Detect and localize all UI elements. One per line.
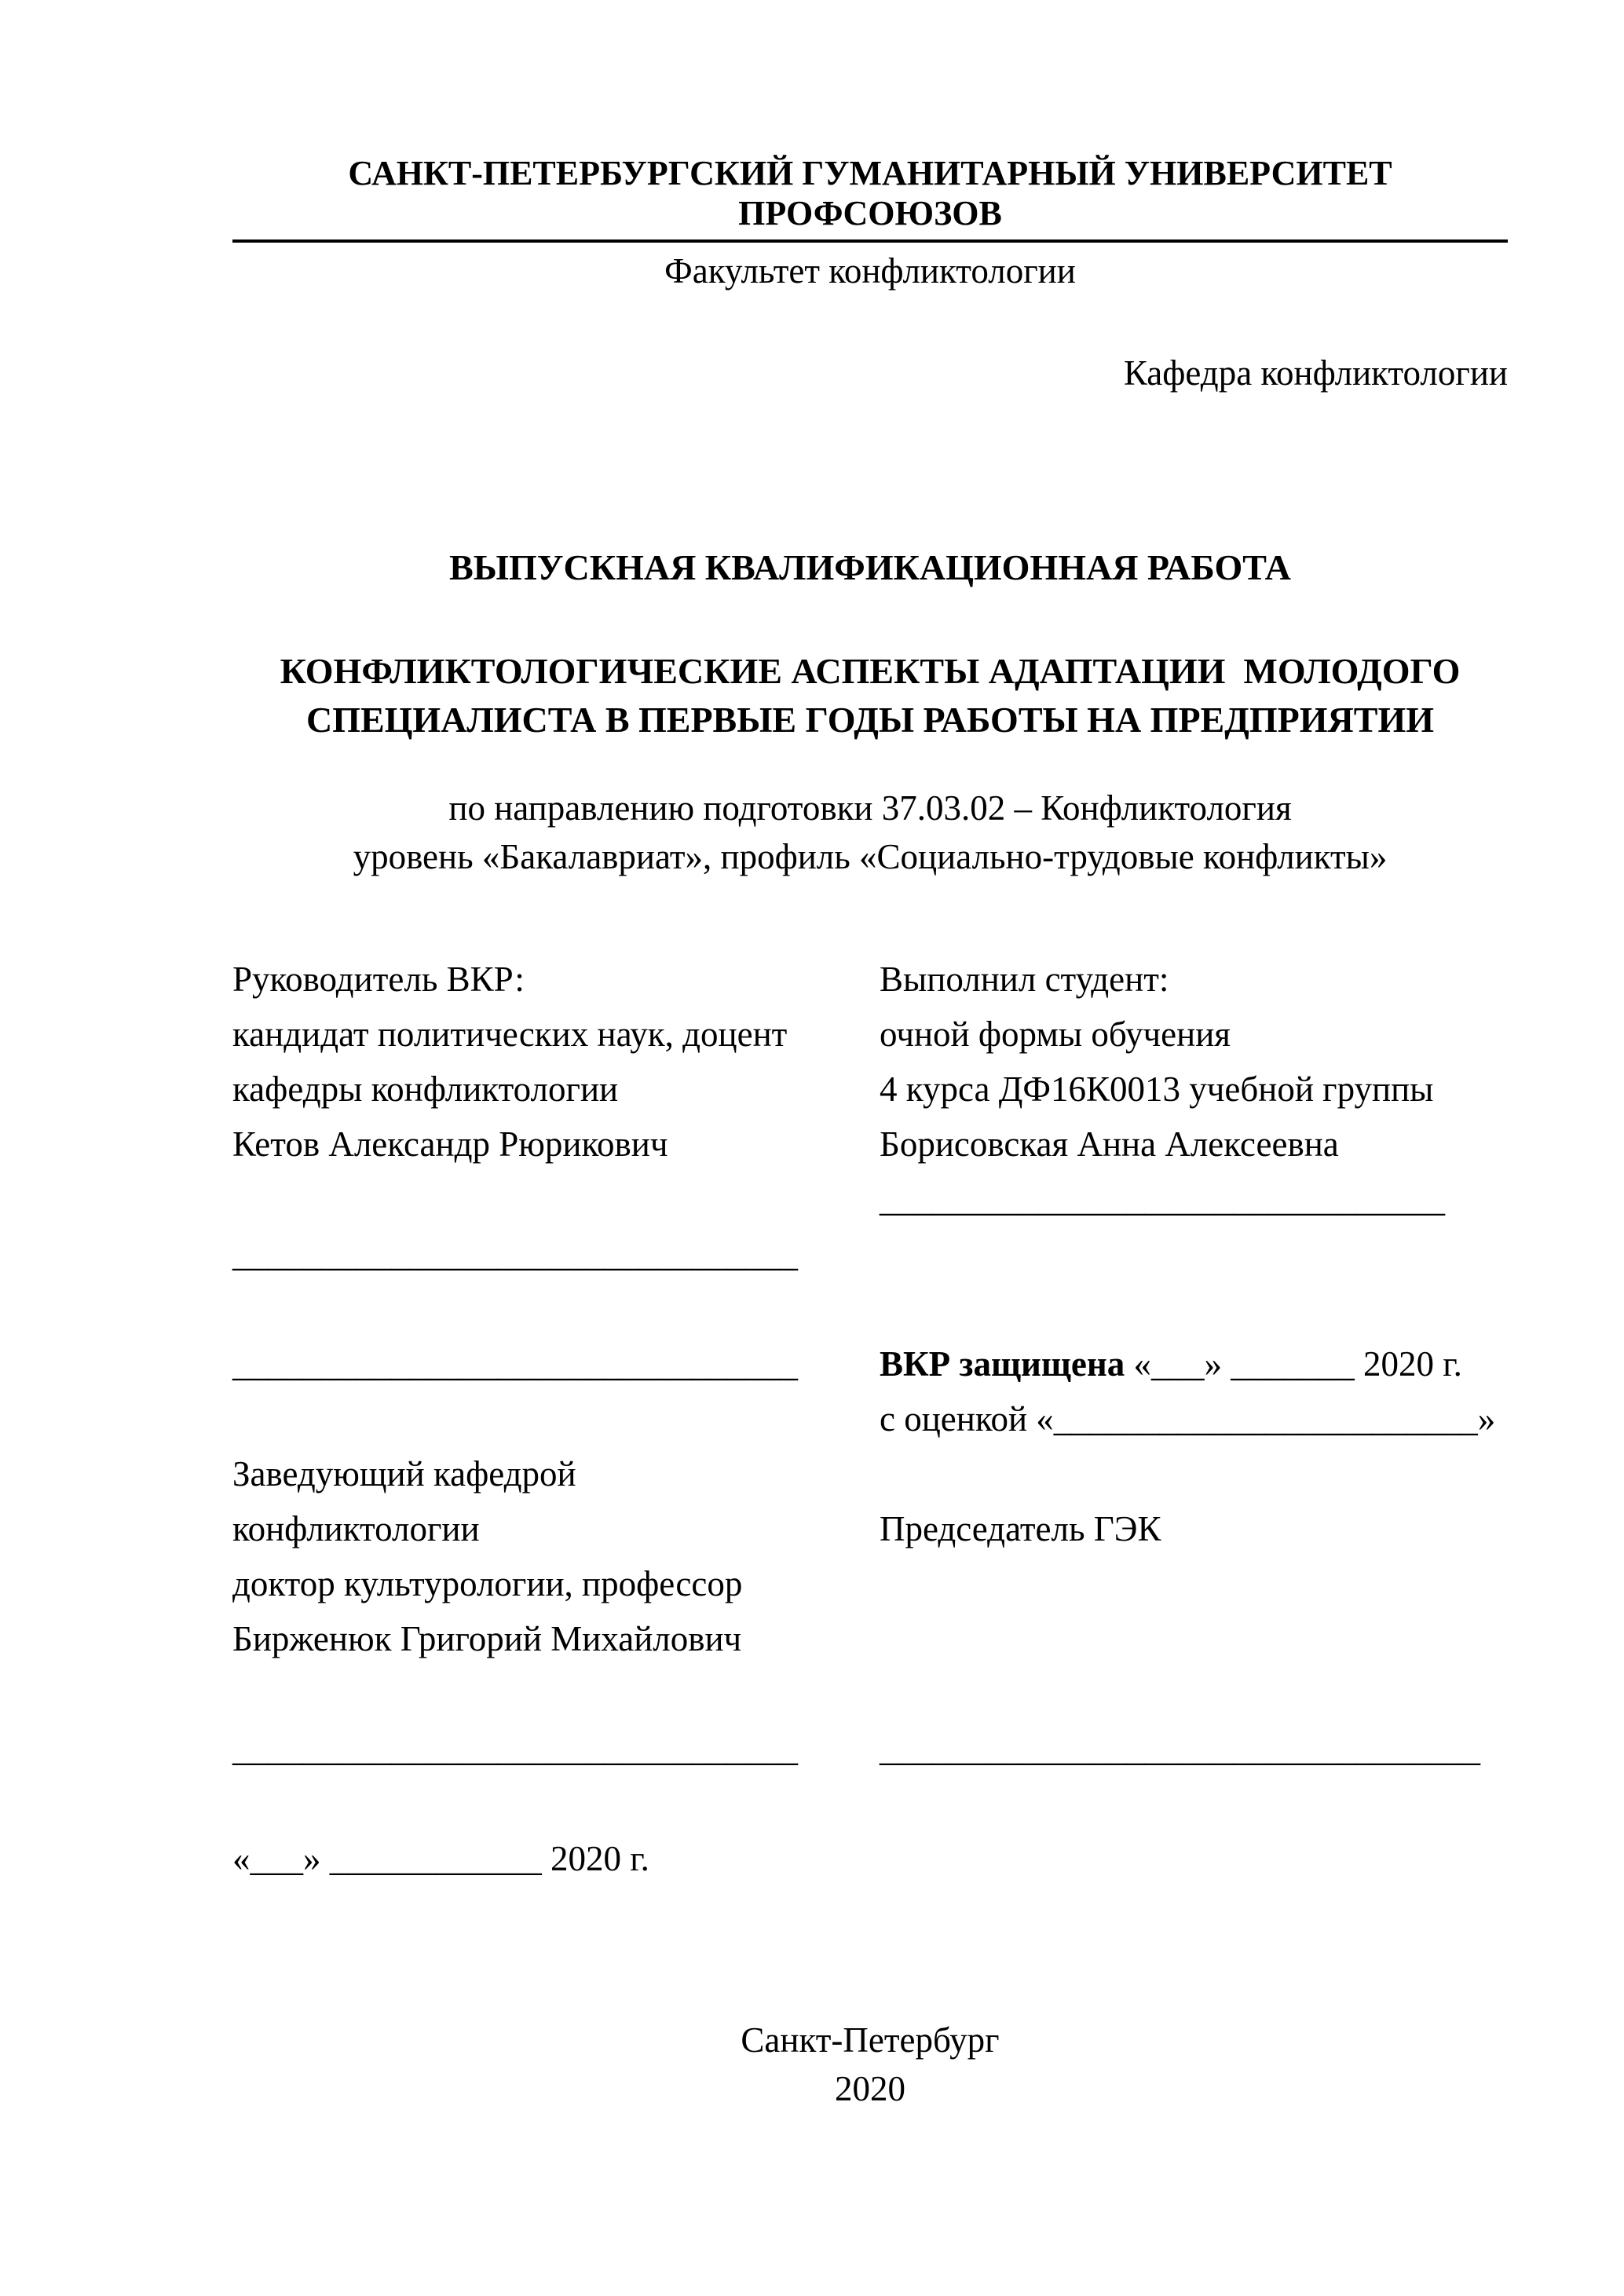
gek-chair-label: Председатель ГЭК bbox=[880, 1509, 1161, 1548]
grid-cell-empty bbox=[880, 1776, 1508, 1831]
grid-cell-empty bbox=[232, 1172, 861, 1227]
signature-grid bbox=[232, 952, 1508, 1886]
grid-cell-empty bbox=[880, 1556, 1508, 1611]
grid-cell-empty bbox=[880, 1446, 1508, 1501]
head-of-department-name: Бирженюк Григорий Михайлович bbox=[232, 1619, 742, 1658]
department-name: Кафедра конфликтологии bbox=[1123, 353, 1508, 393]
supervisor-signature-line-1: ________________________________ bbox=[232, 1234, 798, 1274]
supervisor-label: Руководитель ВКР: bbox=[232, 960, 525, 999]
supervisor-name: Кетов Александр Рюрикович bbox=[232, 1124, 668, 1164]
program-direction: по направлению подготовки 37.03.02 – Конфликтология bbox=[448, 788, 1292, 828]
defense-date-line bbox=[880, 1336, 1508, 1391]
grid-cell-empty bbox=[880, 1611, 1508, 1666]
student-signature-line: ________________________________ bbox=[880, 1179, 1445, 1219]
program-level-profile: уровень «Бакалавриат», профиль «Социально-трудовые конфликты» bbox=[353, 837, 1388, 876]
work-type-heading: ВЫПУСКНАЯ КВАЛИФИКАЦИОННАЯ РАБОТА bbox=[449, 547, 1291, 587]
head-signature-line: ________________________________ bbox=[232, 1729, 798, 1768]
thesis-title bbox=[232, 647, 1508, 744]
grid-cell-empty bbox=[232, 1776, 861, 1831]
grid-cell-empty bbox=[232, 1391, 861, 1446]
head-of-department-label: Заведующий кафедрой bbox=[232, 1454, 576, 1493]
supervisor-degree: кандидат политических наук, доцент bbox=[232, 1015, 788, 1054]
student-name: Борисовская Анна Алексеевна bbox=[880, 1124, 1339, 1164]
thesis-title-line-2: СПЕЦИАЛИСТА В ПЕРВЫЕ ГОДЫ РАБОТЫ НА ПРЕДПРИЯТИИ bbox=[305, 700, 1435, 740]
student-study-form: очной формы обучения bbox=[880, 1015, 1231, 1054]
grade-line: с оценкой «________________________» bbox=[880, 1399, 1496, 1439]
gek-chair-signature-line: __________________________________ bbox=[880, 1729, 1480, 1768]
supervisor-signature-line-2: ________________________________ bbox=[232, 1344, 798, 1384]
supervisor-department: кафедры конфликтологии bbox=[232, 1069, 619, 1109]
footer bbox=[232, 2016, 1508, 2113]
grid-cell-empty bbox=[880, 1831, 1508, 1886]
student-group: 4 курса ДФ16К0013 учебной группы bbox=[880, 1069, 1434, 1109]
program-info bbox=[232, 784, 1508, 881]
footer-city: Санкт-Петербург bbox=[741, 2020, 1000, 2060]
student-label: Выполнил студент: bbox=[880, 960, 1169, 999]
grid-cell-empty bbox=[880, 1666, 1508, 1721]
defense-label-bold: ВКР защищена bbox=[880, 1344, 1125, 1384]
university-name: САНКТ-ПЕТЕРБУРГСКИЙ ГУМАНИТАРНЫЙ УНИВЕРСИТЕТ ПРОФСОЮЗОВ bbox=[232, 153, 1508, 243]
defense-date-blank: «___» _______ 2020 г. bbox=[1125, 1344, 1462, 1384]
date-blank-line: «___» ____________ 2020 г. bbox=[232, 1839, 649, 1878]
thesis-title-line-1: КОНФЛИКТОЛОГИЧЕСКИЕ АСПЕКТЫ АДАПТАЦИИ МОЛОДОГО bbox=[280, 651, 1461, 691]
grid-cell-empty bbox=[880, 1281, 1508, 1336]
grid-cell-empty bbox=[880, 1227, 1508, 1281]
head-of-department-degree: доктор культурологии, профессор bbox=[232, 1564, 743, 1603]
footer-year: 2020 bbox=[835, 2069, 905, 2108]
head-of-department-label-2: конфликтологии bbox=[232, 1509, 480, 1548]
grid-cell-empty bbox=[232, 1666, 861, 1721]
grid-cell-empty bbox=[232, 1281, 861, 1336]
faculty-name: Факультет конфликтологии bbox=[664, 251, 1076, 291]
